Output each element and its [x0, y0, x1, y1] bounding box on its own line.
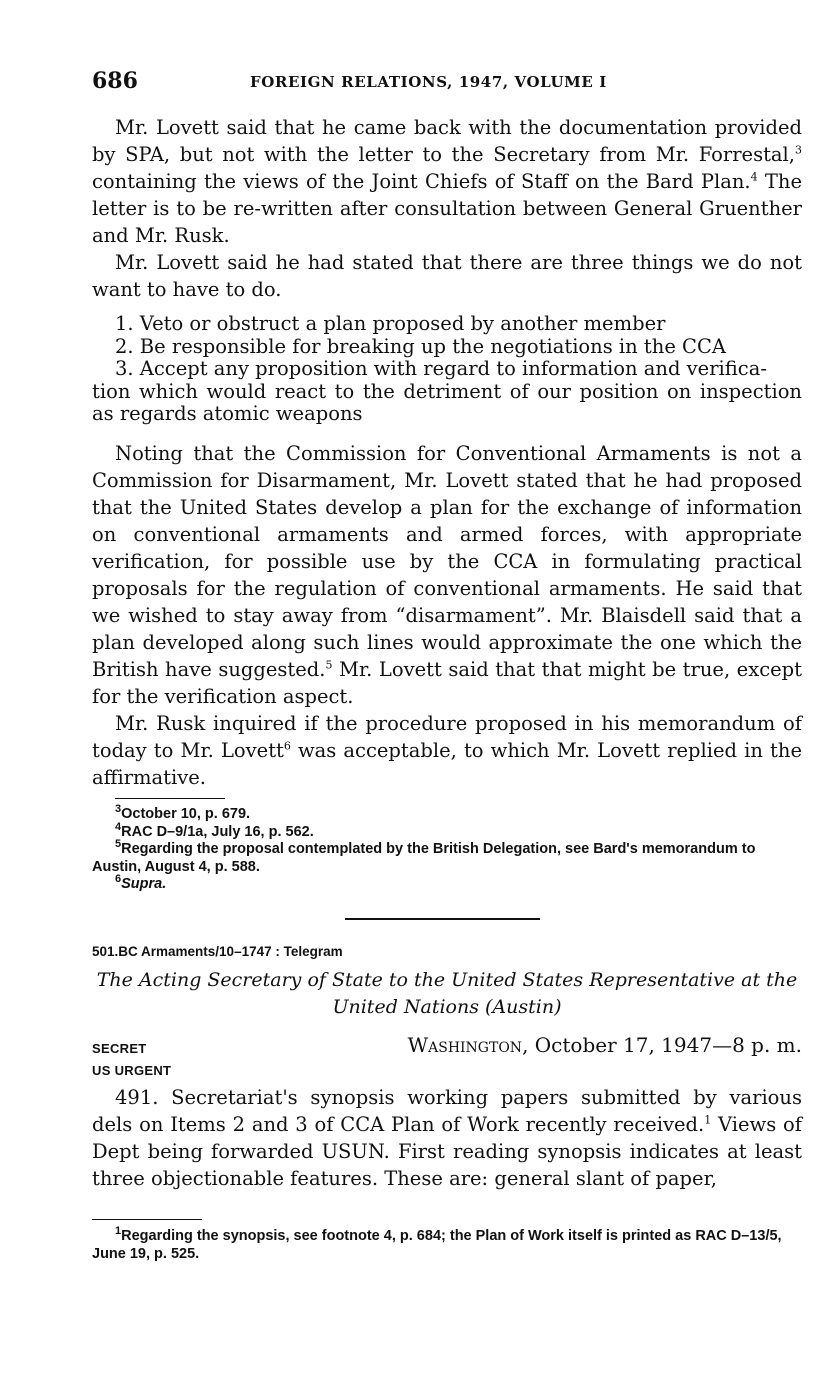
list-item: 2. Be responsible for breaking up the negotiations in the CCA	[115, 334, 726, 358]
list-item: 1. Veto or obstruct a plan proposed by another member	[115, 312, 666, 335]
footnote-4: $^4$RAC D–9/1a, July 16, p. 562.	[115, 820, 314, 840]
running-head: FOREIGN RELATIONS, 1947, VOLUME I	[250, 73, 607, 91]
paragraph-3: Noting that the Commission for Conventional Armaments is not a Commission for Disarmament, Mr. Lovett stated that he had proposed that the United States develop a plan for the exchange of information on conventional armaments and armed forces, with appropriate verification, for possible use by the CCA in formulating practical proposals for the regulation of conventional armaments. He said that we wished to stay away from “disarmament”. Mr. Blaisdell said that a plan developed along such lines would approximate the one which the British have suggested.$^5$ Mr. Lovett said that that might be true, except for the verification aspect.	[92, 441, 802, 708]
document-header	[92, 944, 802, 1192]
list-item: 3. Accept any proposition with regard to information and verifica-	[115, 357, 767, 380]
body-text-top	[92, 114, 802, 791]
telegram-paragraph: 491. Secretariat's synopsis working papers submitted by various dels on Items 2 and 3 of CCA Plan of Work recently received.$^1$ Views of Dept being forwarded USUN. First reading synopsis indicates at least three objectionable features. These are: general slant of paper,	[92, 1086, 802, 1190]
page-header	[92, 68, 802, 96]
numbered-list	[92, 313, 802, 381]
dateline: Washington, October 17, 1947—8 p. m.	[407, 1033, 802, 1057]
paragraph-1: Mr. Lovett said that he came back with the documentation provided by SPA, but not with the letter to the Secretary from Mr. Forrestal,$^3$ containing the views of the Joint Chiefs of Staff on the Bard Plan.$^4$ The letter is to be re-written after consultation between General Gruenther and Mr. Rusk.	[92, 116, 802, 247]
precedence: US URGENT	[92, 1063, 172, 1078]
list-item-continuation: tion which would react to the detriment of our position on inspection as regards atomic weapons	[92, 379, 802, 425]
paragraph-2: Mr. Lovett said he had stated that there are three things we do not want to have to do.	[92, 251, 802, 301]
footnotes-bottom	[92, 1225, 802, 1263]
paragraph-4: Mr. Rusk inquired if the procedure proposed in his memorandum of today to Mr. Lovett$^6$ was acceptable, to which Mr. Lovett replied in the affirmative.	[92, 711, 802, 789]
file-reference: 501.BC Armaments/10–1747 : Telegram	[92, 944, 343, 959]
footnote-6: $^6$Supra.	[115, 873, 167, 892]
footnote-5: $^5$Regarding the proposal contemplated by the British Delegation, see Bard's memorandum to Austin, August 4, p. 588.	[92, 838, 756, 875]
footnote-rule-bottom	[92, 1219, 202, 1220]
footnote-3: $^3$October 10, p. 679.	[115, 803, 251, 822]
classification: SECRET	[92, 1041, 147, 1056]
footnote-rule	[115, 798, 225, 799]
dateline-row	[92, 1033, 802, 1063]
footnotes-top	[92, 803, 802, 894]
section-divider	[345, 918, 540, 920]
page-number: 686	[92, 68, 138, 94]
footnote-1: $^1$Regarding the synopsis, see footnote 4, p. 684; the Plan of Work itself is printed as RAC D–13/5, June 19, p. 525.	[92, 1225, 782, 1262]
document-title: The Acting Secretary of State to the United States Representative at the United Nations (Austin)	[96, 969, 798, 1018]
